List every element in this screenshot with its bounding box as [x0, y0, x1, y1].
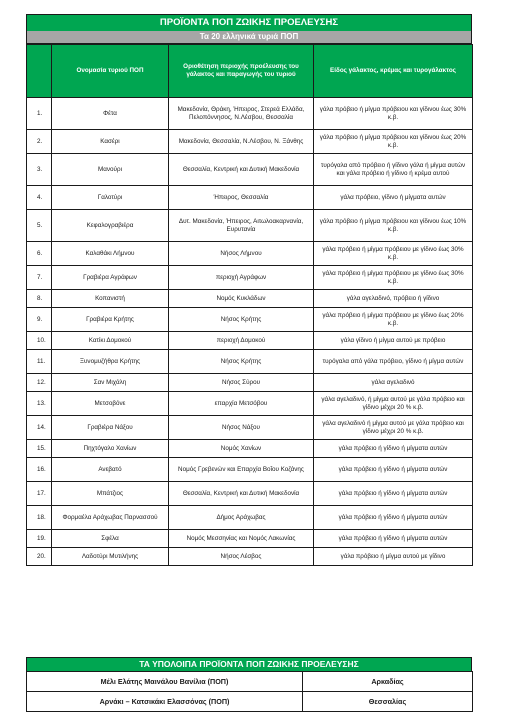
cheese-table — [26, 44, 473, 566]
origin-region: Νομός Γρεβενών και Επαρχία Βοΐου Κοζάνης — [169, 458, 314, 482]
origin-region: Μακεδονία, Θεσσαλία, Ν.Λέσβου, Ν. Ξάνθης — [169, 130, 314, 154]
milk-kind: γάλα γίδινο ή μίγμα αυτού με πρόβειο — [314, 332, 473, 350]
table-row — [27, 374, 473, 392]
header-number — [27, 45, 52, 98]
cheese-name: Γαλοτύρι — [52, 186, 169, 210]
table-row — [27, 290, 473, 308]
row-number: 3. — [27, 154, 52, 186]
milk-kind: τυρόγαλα από γάλα πρόβειο, γίδινο ή μίγμα αυτών — [314, 350, 473, 374]
cheese-name: Ανεβατό — [52, 458, 169, 482]
milk-kind: τυρόγαλα από πρόβειο ή γίδινο γάλα ή μίγμα αυτών και γάλα πρόβειο ή γίδινο ή κρέμα αυτού — [314, 154, 473, 186]
product-name: Μέλι Ελάτης Μαινάλου Βανίλια (ΠΟΠ) — [27, 672, 303, 692]
origin-region: Νήσος Κρήτης — [169, 308, 314, 332]
other-products-table — [26, 671, 473, 712]
origin-region: Θεσσαλία, Κεντρική και Δυτική Μακεδονία — [169, 482, 314, 506]
header-name: Ονομασία τυριού ΠΟΠ — [52, 45, 169, 98]
table-row — [27, 672, 473, 692]
product-region: Θεσσαλίας — [303, 692, 473, 712]
table-row — [27, 130, 473, 154]
milk-kind: γάλα αγελαδινό, ή μίγμα αυτού με γάλα πρόβειο και γίδινο μέχρι 20 % κ.β. — [314, 392, 473, 416]
cheese-name: Καλαθάκι Λήμνου — [52, 242, 169, 266]
origin-region: Νομός Χανίων — [169, 440, 314, 458]
table-row — [27, 210, 473, 242]
cheese-name: Φέτα — [52, 98, 169, 130]
table-row — [27, 154, 473, 186]
row-number: 19. — [27, 530, 52, 548]
origin-region: επαρχία Μετσόβου — [169, 392, 314, 416]
header-region: Οριοθέτηση περιοχής προέλευσης του γάλακτος και παραγωγής του τυριού — [169, 45, 314, 98]
origin-region: περιοχή Αγράφων — [169, 266, 314, 290]
table-row — [27, 332, 473, 350]
table-row — [27, 266, 473, 290]
milk-kind: γάλα πρόβειο ή μίγμα πρόβειου με γίδινο έως 30% κ.β. — [314, 242, 473, 266]
row-number: 13. — [27, 392, 52, 416]
table-row — [27, 186, 473, 210]
origin-region: Νομός Μεσσηνίας και Νομός Λακωνίας — [169, 530, 314, 548]
table-row — [27, 482, 473, 506]
origin-region: Νομός Κυκλάδων — [169, 290, 314, 308]
cheese-name: Πηχτόγαλο Χανίων — [52, 440, 169, 458]
cheese-name: Κασέρι — [52, 130, 169, 154]
row-number: 17. — [27, 482, 52, 506]
origin-region: Θεσσαλία, Κεντρική και Δυτική Μακεδονία — [169, 154, 314, 186]
row-number: 20. — [27, 548, 52, 566]
milk-kind: γάλα πρόβειο, γίδινο ή μίγματα αυτών — [314, 186, 473, 210]
product-name: Αρνάκι – Κατσικάκι Ελασσόνας (ΠΟΠ) — [27, 692, 303, 712]
row-number: 12. — [27, 374, 52, 392]
cheese-name: Κοπανιστή — [52, 290, 169, 308]
milk-kind: γάλα πρόβειο ή μίγμα πρόβειου με γίδινο έως 30% κ.β. — [314, 266, 473, 290]
origin-region: Δυτ. Μακεδονία, Ήπειρος, Αιτωλοακαρνανία, Ευρυτανία — [169, 210, 314, 242]
cheese-name: Σφέλα — [52, 530, 169, 548]
milk-kind: γάλα αγελαδινό — [314, 374, 473, 392]
cheese-name: Σαν Μιχάλη — [52, 374, 169, 392]
cheese-name: Μπάτζιος — [52, 482, 169, 506]
cheese-name: Γραβιέρα Νάξου — [52, 416, 169, 440]
table-row — [27, 392, 473, 416]
other-products-title: ΤΑ ΥΠΟΛΟΙΠΑ ΠΡΟΪΟΝΤΑ ΠΟΠ ΖΩΙΚΗΣ ΠΡΟΕΛΕΥΣΗΣ — [26, 657, 472, 671]
cheese-name: Μανούρι — [52, 154, 169, 186]
table-row — [27, 308, 473, 332]
other-products-section — [26, 657, 472, 712]
product-region: Αρκαδίας — [303, 672, 473, 692]
milk-kind: γάλα αγελαδινό, πρόβειο ή γίδινο — [314, 290, 473, 308]
origin-region: Νήσος Λέσβος — [169, 548, 314, 566]
cheese-name: Φορμαέλα Αράχωβας Παρνασσού — [52, 506, 169, 530]
table-row — [27, 98, 473, 130]
table-row — [27, 692, 473, 712]
table-row — [27, 506, 473, 530]
origin-region: περιοχή Δομοκού — [169, 332, 314, 350]
origin-region: Μακεδονία, Θράκη, Ήπειρος, Στερεά Ελλάδα, Πελοπόννησος, Ν.Λέσβου, Θεσσαλία — [169, 98, 314, 130]
table-row — [27, 458, 473, 482]
cheese-name: Ξυνομυζήθρα Κρήτης — [52, 350, 169, 374]
milk-kind: γάλα πρόβειο ή γίδινο ή μίγματα αυτών — [314, 482, 473, 506]
row-number: 10. — [27, 332, 52, 350]
origin-region: Δήμος Αράχωβας — [169, 506, 314, 530]
row-number: 5. — [27, 210, 52, 242]
cheese-name: Λαδοτύρι Μυτιλήνης — [52, 548, 169, 566]
row-number: 2. — [27, 130, 52, 154]
row-number: 16. — [27, 458, 52, 482]
table-row — [27, 548, 473, 566]
origin-region: Νήσος Κρήτης — [169, 350, 314, 374]
milk-kind: γάλα πρόβειο ή γίδινο ή μίγματα αυτών — [314, 440, 473, 458]
cheese-name: Κατίκι Δομοκού — [52, 332, 169, 350]
milk-kind: γάλα πρόβειο ή μίγμα πρόβειου και γίδινου έως 20% κ.β. — [314, 130, 473, 154]
page-title: ΠΡΟΪΟΝΤΑ ΠΟΠ ΖΩΙΚΗΣ ΠΡΟΕΛΕΥΣΗΣ — [26, 14, 472, 31]
cheese-name: Γραβιέρα Αγράφων — [52, 266, 169, 290]
cheese-name: Μετσοβόνε — [52, 392, 169, 416]
table-row — [27, 416, 473, 440]
row-number: 7. — [27, 266, 52, 290]
row-number: 1. — [27, 98, 52, 130]
milk-kind: γάλα αγελαδινό ή μίγμα αυτού με γάλα πρόβειο και γίδινο μέχρι 20 % κ.β. — [314, 416, 473, 440]
table-row — [27, 440, 473, 458]
milk-kind: γάλα πρόβειο ή γίδινο ή μίγματα αυτών — [314, 506, 473, 530]
cheese-table-section — [26, 14, 472, 566]
row-number: 8. — [27, 290, 52, 308]
table-row — [27, 350, 473, 374]
table-header-row — [27, 45, 473, 98]
milk-kind: γάλα πρόβειο ή μίγμα πρόβειου και γίδινου έως 10% κ.β. — [314, 210, 473, 242]
milk-kind: γάλα πρόβειο ή μίγμα πρόβειου με γίδινο έως 20% κ.β. — [314, 308, 473, 332]
row-number: 14. — [27, 416, 52, 440]
milk-kind: γάλα πρόβειο ή γίδινο ή μίγματα αυτών — [314, 458, 473, 482]
row-number: 4. — [27, 186, 52, 210]
milk-kind: γάλα πρόβειο ή γίδινο ή μίγματα αυτών — [314, 530, 473, 548]
row-number: 15. — [27, 440, 52, 458]
cheese-name: Κεφαλογραβιέρα — [52, 210, 169, 242]
row-number: 9. — [27, 308, 52, 332]
milk-kind: γάλα πρόβειο ή μίγμα αυτού με γίδινο — [314, 548, 473, 566]
milk-kind: γάλα πρόβειο ή μίγμα πρόβειου και γίδινου έως 30% κ.β. — [314, 98, 473, 130]
origin-region: Νήσος Σύρου — [169, 374, 314, 392]
origin-region: Νήσος Νάξου — [169, 416, 314, 440]
table-row — [27, 242, 473, 266]
table-row — [27, 530, 473, 548]
page-subtitle: Τα 20 ελληνικά τυριά ΠΟΠ — [26, 31, 472, 44]
origin-region: Νήσος Λήμνου — [169, 242, 314, 266]
origin-region: Ήπειρος, Θεσσαλία — [169, 186, 314, 210]
cheese-name: Γραβιέρα Κρήτης — [52, 308, 169, 332]
table-body — [27, 98, 473, 566]
row-number: 18. — [27, 506, 52, 530]
row-number: 6. — [27, 242, 52, 266]
header-kind: Είδος γάλακτος, κρέμας και τυρογάλακτος — [314, 45, 473, 98]
row-number: 11. — [27, 350, 52, 374]
